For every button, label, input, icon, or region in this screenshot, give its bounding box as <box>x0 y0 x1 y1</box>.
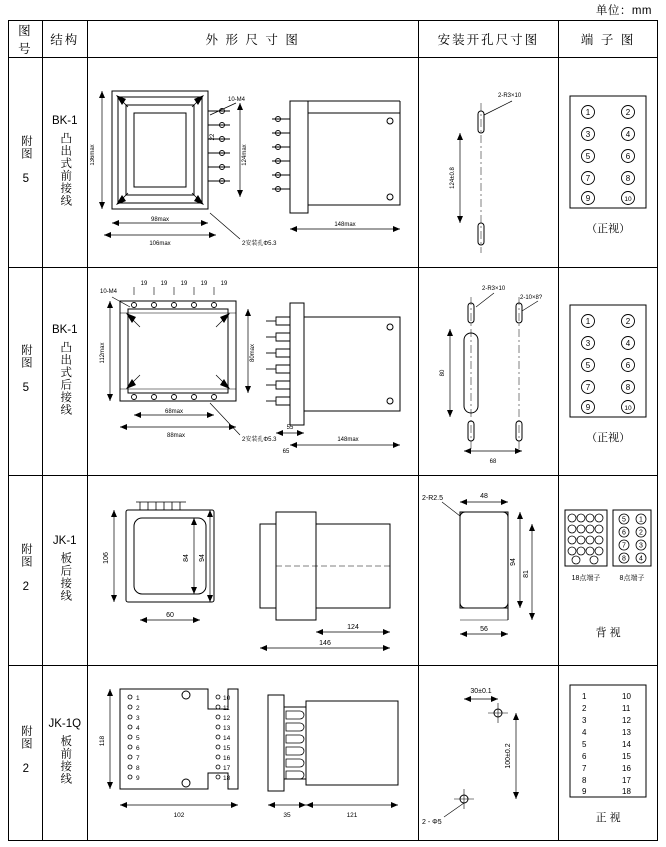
svg-text:8: 8 <box>135 765 140 772</box>
svg-text:35: 35 <box>283 812 291 819</box>
svg-text:14: 14 <box>222 735 230 742</box>
svg-text:19: 19 <box>160 280 168 287</box>
svg-text:121: 121 <box>346 812 358 819</box>
terminal-diagram-18pin-plain <box>562 681 654 807</box>
svg-text:2: 2 <box>582 704 587 713</box>
svg-text:16: 16 <box>222 755 230 762</box>
header-no: 图 号 <box>9 21 43 58</box>
svg-text:10-M4: 10-M4 <box>99 288 117 295</box>
terminal-caption: （正视） <box>586 222 631 235</box>
svg-text:4: 4 <box>625 338 631 348</box>
header-outline: 外 形 尺 寸 图 <box>87 21 418 58</box>
svg-text:6: 6 <box>582 752 587 761</box>
mounting-drawing-bk1-rear <box>420 273 556 471</box>
svg-text:9: 9 <box>582 787 587 796</box>
svg-text:55: 55 <box>286 424 294 431</box>
structure-desc: 板前接线 <box>59 734 72 785</box>
svg-text:60: 60 <box>165 611 174 619</box>
row-no-label: 附图 2 <box>19 542 32 594</box>
svg-text:8: 8 <box>625 173 631 183</box>
svg-text:1: 1 <box>585 316 591 326</box>
svg-text:1: 1 <box>582 692 587 701</box>
svg-text:6: 6 <box>625 151 631 161</box>
outline-drawing-bk1-front <box>90 63 416 263</box>
svg-text:30±0.1: 30±0.1 <box>470 688 493 695</box>
row-mounting-cell <box>418 58 559 268</box>
svg-text:106: 106 <box>102 551 110 564</box>
structure-desc: 凸出式后接线 <box>59 340 72 416</box>
row-no-label: 附图 5 <box>19 134 32 186</box>
svg-text:1: 1 <box>135 695 140 702</box>
svg-text:9: 9 <box>585 402 591 412</box>
svg-text:7: 7 <box>622 542 627 549</box>
svg-text:80: 80 <box>440 369 447 376</box>
svg-text:1: 1 <box>639 516 644 523</box>
row-structure-cell <box>42 666 87 841</box>
row-outline-cell <box>87 666 418 841</box>
structure-desc: 板后接线 <box>59 552 72 602</box>
unit-label: 单位：mm <box>595 5 652 17</box>
svg-text:136max: 136max <box>89 143 96 166</box>
svg-text:10: 10 <box>624 195 632 203</box>
svg-text:3: 3 <box>582 716 587 725</box>
svg-text:5: 5 <box>622 516 627 523</box>
mounting-drawing-bk1-front <box>420 63 556 263</box>
svg-text:81: 81 <box>523 569 531 578</box>
svg-text:13: 13 <box>622 728 632 737</box>
mounting-drawing-jk1q <box>420 669 556 837</box>
svg-text:98max: 98max <box>150 216 169 223</box>
svg-text:18点端子: 18点端子 <box>571 574 601 582</box>
svg-text:15: 15 <box>222 745 230 752</box>
row-no-cell <box>9 666 43 841</box>
svg-text:12: 12 <box>222 715 230 722</box>
svg-text:18: 18 <box>222 775 230 782</box>
svg-text:88max: 88max <box>166 432 185 439</box>
svg-text:12: 12 <box>622 716 632 725</box>
row-mounting-cell <box>418 268 559 476</box>
svg-text:84: 84 <box>182 553 190 562</box>
svg-text:106max: 106max <box>148 240 171 247</box>
svg-text:124: 124 <box>346 623 359 631</box>
svg-text:2: 2 <box>135 705 140 712</box>
svg-text:19: 19 <box>140 280 148 287</box>
outline-drawing-jk1-rear <box>90 480 416 662</box>
row-structure-cell <box>42 58 87 268</box>
svg-text:5: 5 <box>585 360 591 370</box>
svg-text:6: 6 <box>622 529 627 536</box>
svg-text:8: 8 <box>582 776 587 785</box>
svg-text:3: 3 <box>639 542 644 549</box>
svg-text:94: 94 <box>198 553 206 562</box>
svg-text:22: 22 <box>209 133 216 140</box>
svg-text:2安装孔Φ5.3: 2安装孔Φ5.3 <box>241 436 277 443</box>
svg-text:5: 5 <box>135 735 140 742</box>
svg-text:19: 19 <box>200 280 208 287</box>
row-terminal-cell <box>559 58 658 268</box>
svg-text:124±0.8: 124±0.8 <box>450 166 457 189</box>
row-no-cell <box>9 268 43 476</box>
table-row <box>9 58 658 268</box>
svg-text:94: 94 <box>510 557 518 566</box>
row-mounting-cell <box>418 476 559 666</box>
svg-text:8: 8 <box>622 555 627 562</box>
header-terminal: 端 子 图 <box>559 21 658 58</box>
svg-text:2-R3×10: 2-R3×10 <box>498 92 522 99</box>
row-terminal-cell <box>559 268 658 476</box>
svg-text:124max: 124max <box>241 143 248 166</box>
structure-desc: 凸出式前接线 <box>59 131 72 207</box>
svg-text:18: 18 <box>622 787 632 796</box>
svg-text:3: 3 <box>135 715 140 722</box>
header-structure: 结构 <box>42 21 87 58</box>
svg-text:2: 2 <box>639 529 644 536</box>
svg-text:2安装孔Φ5.3: 2安装孔Φ5.3 <box>241 240 277 247</box>
mounting-drawing-jk1 <box>420 480 556 662</box>
outline-drawing-bk1-rear <box>90 273 416 471</box>
svg-text:17: 17 <box>222 765 230 772</box>
structure-model: BK-1 <box>51 114 78 127</box>
svg-text:2 - Φ5: 2 - Φ5 <box>422 819 442 826</box>
svg-text:11: 11 <box>622 704 631 713</box>
svg-text:10-M4: 10-M4 <box>227 96 245 103</box>
svg-text:2-R2.5: 2-R2.5 <box>422 494 444 502</box>
terminal-diagram-10pin-circled <box>562 299 654 427</box>
svg-text:16: 16 <box>622 764 632 773</box>
svg-text:17: 17 <box>622 776 632 785</box>
svg-text:148max: 148max <box>333 221 356 228</box>
svg-text:7: 7 <box>582 764 587 773</box>
svg-text:1: 1 <box>585 107 591 117</box>
svg-text:7: 7 <box>585 173 591 183</box>
svg-text:2: 2 <box>625 107 631 117</box>
header-mounting: 安装开孔尺寸图 <box>418 21 559 58</box>
table-row <box>9 476 658 666</box>
svg-text:4: 4 <box>135 725 140 732</box>
svg-text:11: 11 <box>222 705 230 712</box>
svg-text:19: 19 <box>220 280 228 287</box>
svg-text:48: 48 <box>480 492 489 500</box>
svg-text:19: 19 <box>180 280 188 287</box>
row-outline-cell <box>87 58 418 268</box>
terminal-diagram-18-8-grid <box>561 502 655 622</box>
table-row <box>9 666 658 841</box>
svg-text:3: 3 <box>585 129 591 139</box>
svg-text:65: 65 <box>282 448 290 455</box>
svg-text:6: 6 <box>625 360 631 370</box>
row-structure-cell <box>42 268 87 476</box>
table-row <box>9 268 658 476</box>
svg-text:5: 5 <box>585 151 591 161</box>
svg-text:8: 8 <box>625 382 631 392</box>
svg-text:10: 10 <box>222 695 230 702</box>
svg-text:146: 146 <box>318 639 331 647</box>
svg-text:2-R3×10: 2-R3×10 <box>482 285 506 292</box>
svg-text:118: 118 <box>98 735 106 747</box>
svg-text:14: 14 <box>622 740 632 749</box>
svg-text:13: 13 <box>222 725 230 732</box>
row-no-label: 附图 2 <box>19 725 32 776</box>
terminal-diagram-10pin-circled <box>562 90 654 218</box>
svg-text:6: 6 <box>135 745 140 752</box>
svg-text:2-10×8?: 2-10×8? <box>520 294 543 301</box>
svg-text:10: 10 <box>622 692 632 701</box>
svg-text:148max: 148max <box>336 436 359 443</box>
outline-drawing-jk1q-front <box>90 669 416 837</box>
structure-model: JK-1Q <box>48 717 82 730</box>
row-no-cell <box>9 476 43 666</box>
svg-text:9: 9 <box>585 193 591 203</box>
svg-text:2: 2 <box>625 316 631 326</box>
svg-text:10: 10 <box>624 404 632 412</box>
row-terminal-cell <box>559 666 658 841</box>
svg-text:8点端子: 8点端子 <box>619 574 645 582</box>
svg-text:7: 7 <box>135 755 140 762</box>
terminal-caption: 正 视 <box>595 812 621 824</box>
structure-model: BK-1 <box>51 323 78 336</box>
structure-model: JK-1 <box>52 535 77 547</box>
svg-text:4: 4 <box>639 555 644 562</box>
row-outline-cell <box>87 268 418 476</box>
svg-text:68max: 68max <box>164 408 183 415</box>
row-terminal-cell <box>559 476 658 666</box>
svg-text:4: 4 <box>625 129 631 139</box>
svg-text:4: 4 <box>582 728 587 737</box>
table-header-row <box>9 21 658 58</box>
svg-text:112max: 112max <box>99 342 106 363</box>
row-no-label: 附图 5 <box>19 343 32 395</box>
row-mounting-cell <box>418 666 559 841</box>
dimension-table <box>8 20 658 841</box>
svg-text:3: 3 <box>585 338 591 348</box>
svg-text:15: 15 <box>622 752 632 761</box>
svg-text:68: 68 <box>490 458 497 465</box>
svg-text:100±0.2: 100±0.2 <box>505 743 513 769</box>
terminal-caption: （正视） <box>586 431 631 444</box>
svg-text:102: 102 <box>173 812 185 819</box>
svg-text:7: 7 <box>585 382 591 392</box>
svg-text:80max: 80max <box>249 343 256 362</box>
row-structure-cell <box>42 476 87 666</box>
svg-text:5: 5 <box>582 740 587 749</box>
row-outline-cell <box>87 476 418 666</box>
svg-text:9: 9 <box>135 775 140 782</box>
row-no-cell <box>9 58 43 268</box>
svg-text:56: 56 <box>480 625 489 633</box>
terminal-caption: 背 视 <box>595 626 621 639</box>
